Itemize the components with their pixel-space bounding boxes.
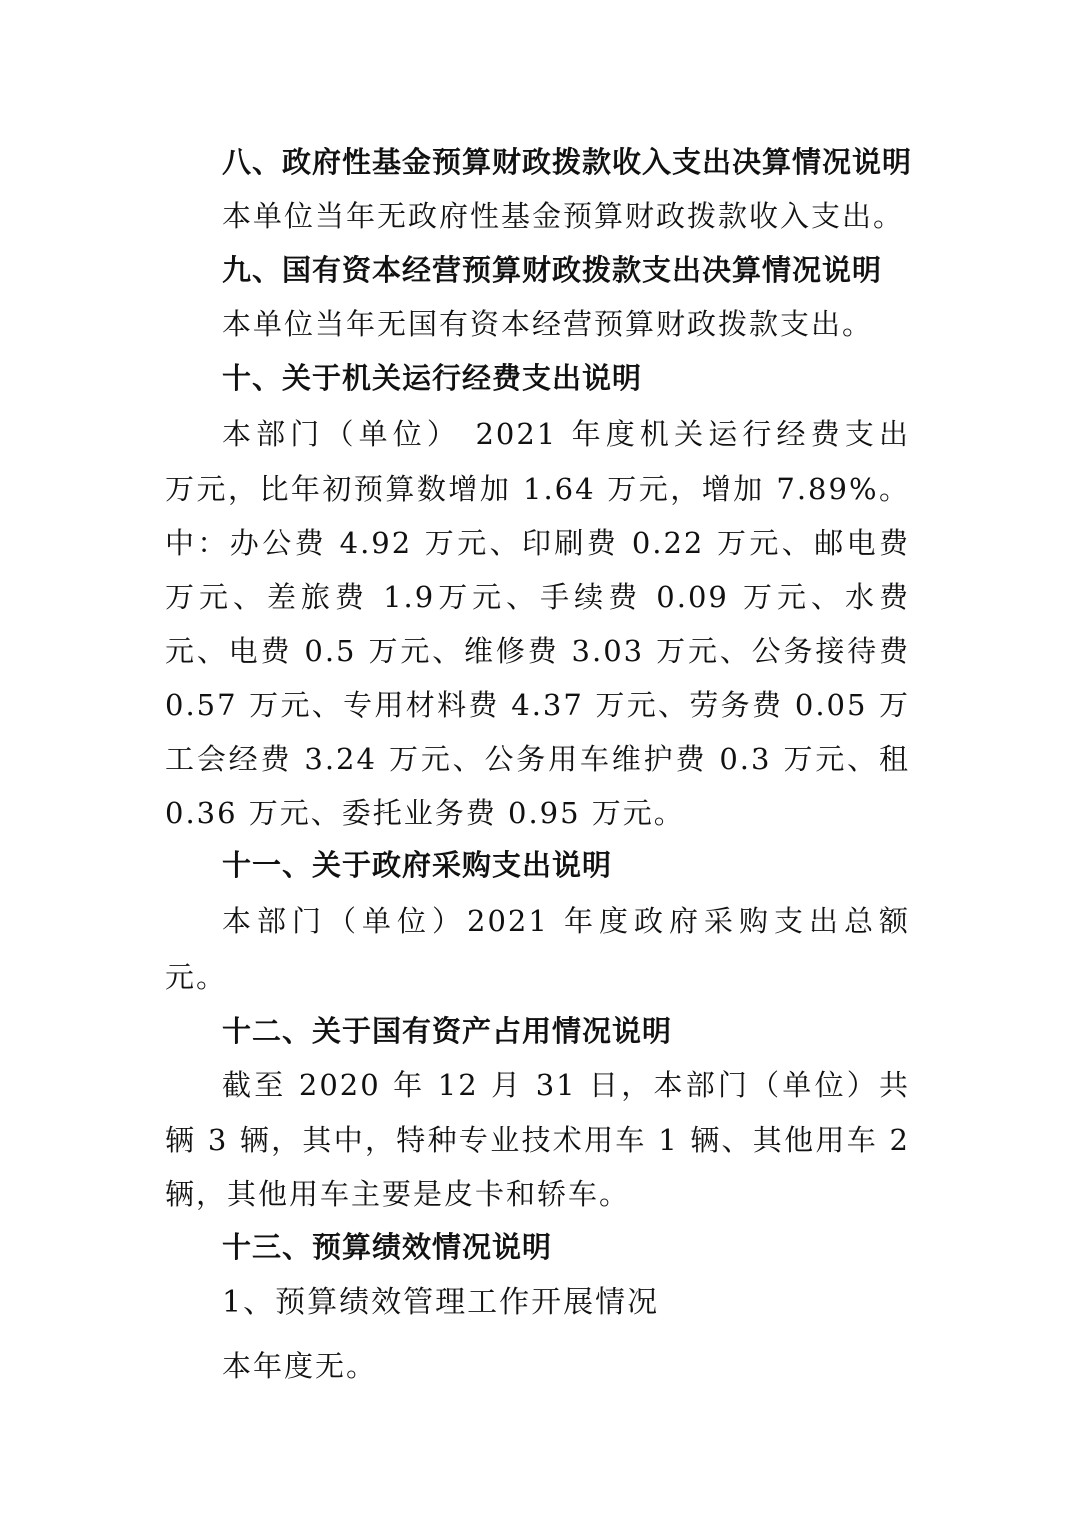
section-10-line: 本部门（单位） 2021 年度机关运行经费支出 [222, 417, 910, 451]
section-13-heading: 十三、预算绩效情况说明 [222, 1230, 553, 1264]
section-10-line: 0.36 万元、委托业务费 0.95 万元。 [165, 796, 685, 830]
section-10-line: 元、电费 0.5 万元、维修费 3.03 万元、公务接待费 [165, 634, 910, 668]
section-9-body: 本单位当年无国有资本经营预算财政拨款支出。 [222, 307, 874, 341]
section-8-heading: 八、政府性基金预算财政拨款收入支出决算情况说明 [222, 145, 913, 179]
section-10-line: 万元、差旅费 1.9万元、手续费 0.09 万元、水费 [165, 580, 910, 614]
section-10-line: 万元，比年初预算数增加 1.64 万元，增加 7.89%。 [165, 472, 910, 506]
section-10-line: 0.57 万元、专用材料费 4.37 万元、劳务费 0.05 万 [165, 688, 910, 722]
section-9-heading: 九、国有资本经营预算财政拨款支出决算情况说明 [222, 253, 883, 287]
section-10-heading: 十、关于机关运行经费支出说明 [222, 361, 643, 395]
section-12-heading: 十二、关于国有资产占用情况说明 [222, 1014, 673, 1048]
section-8-body: 本单位当年无政府性基金预算财政拨款收入支出。 [222, 199, 905, 233]
section-12-line: 辆，其他用车主要是皮卡和轿车。 [165, 1177, 631, 1211]
section-10-line: 中：办公费 4.92 万元、印刷费 0.22 万元、邮电费 [165, 526, 910, 560]
section-11-line: 元。 [165, 960, 228, 994]
section-13-sub1-body: 本年度无。 [222, 1349, 378, 1383]
section-13-subheading: 1、预算绩效管理工作开展情况 [222, 1285, 660, 1320]
section-12-line: 截至 2020 年 12 月 31 日，本部门（单位）共 [222, 1068, 910, 1102]
section-11-heading: 十一、关于政府采购支出说明 [222, 848, 613, 882]
section-11-line: 本部门（单位）2021 年度政府采购支出总额 [222, 904, 910, 938]
section-12-line: 辆 3 辆，其中，特种专业技术用车 1 辆、其他用车 2 [165, 1123, 910, 1157]
section-10-line: 工会经费 3.24 万元、公务用车维护费 0.3 万元、租 [165, 742, 910, 776]
